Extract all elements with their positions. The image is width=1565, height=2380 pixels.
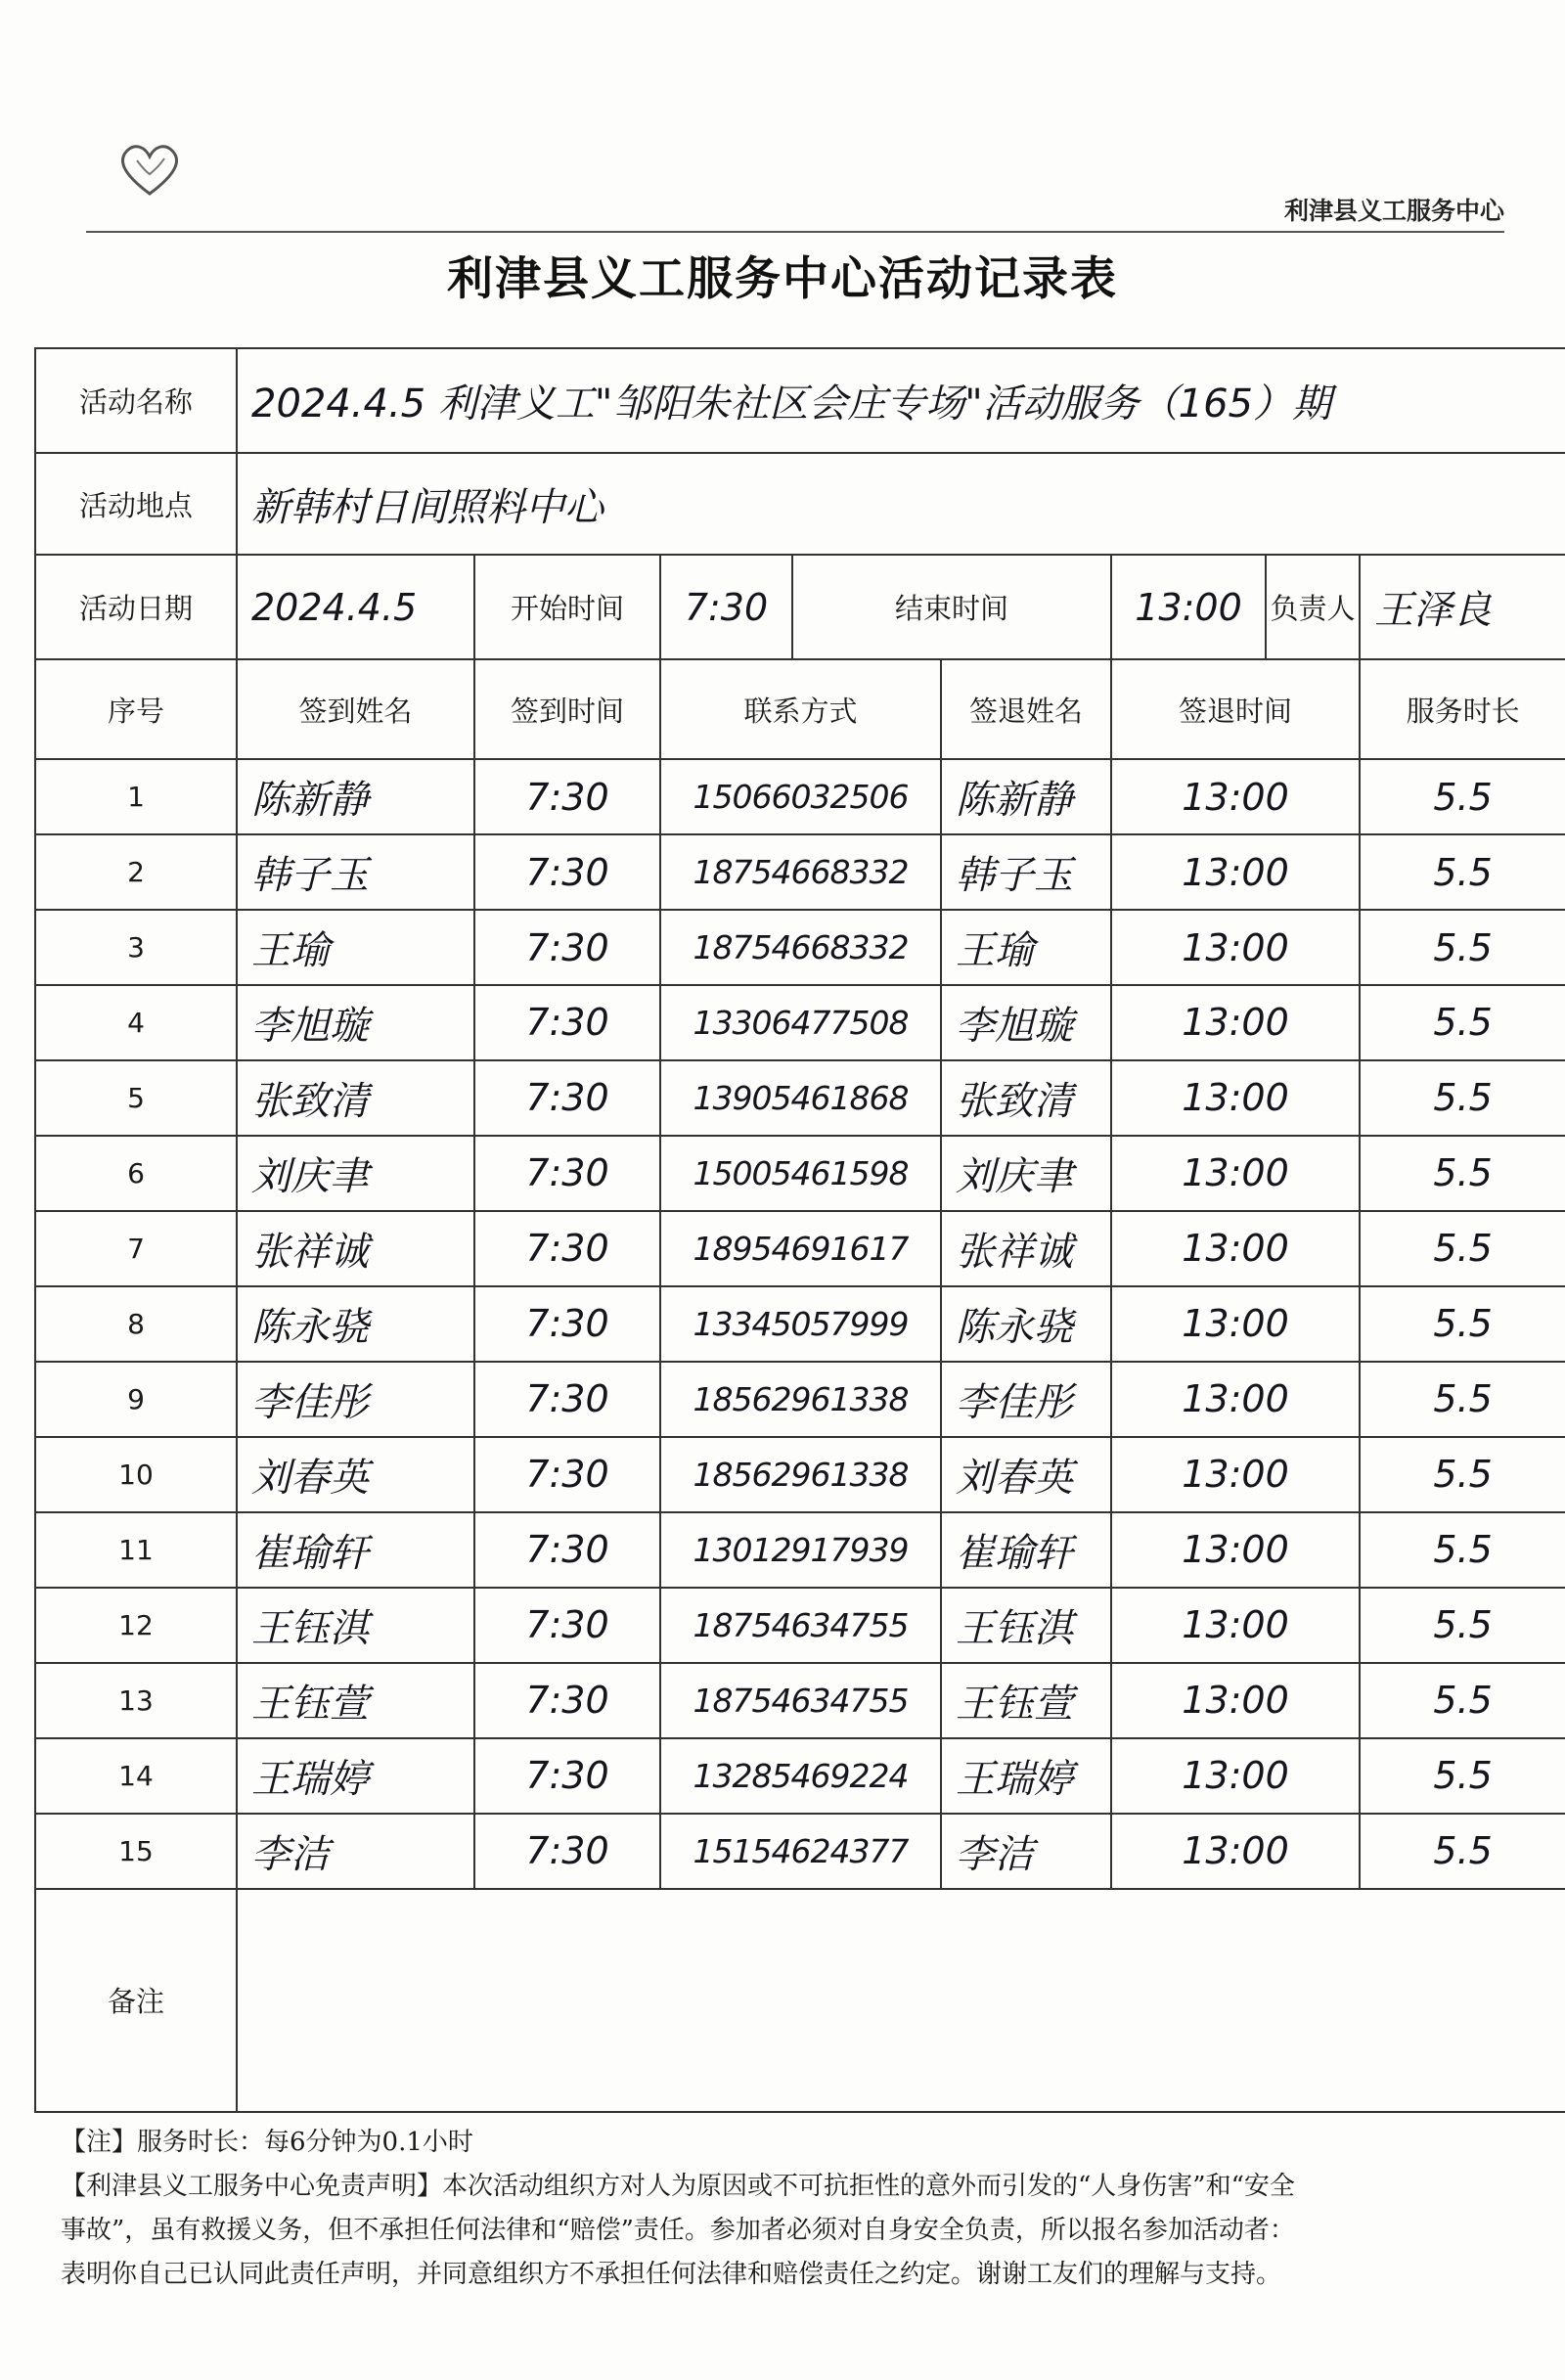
signin-time: 7:30 <box>474 759 660 834</box>
table-row <box>35 910 1565 985</box>
signout-time: 13:00 <box>1111 1814 1360 1889</box>
signin-name: 李旭璇 <box>237 985 474 1060</box>
signin-name: 王瑜 <box>237 910 474 985</box>
signin-time: 7:30 <box>474 1211 660 1286</box>
header-contact: 联系方式 <box>660 659 941 759</box>
signout-name: 陈永骁 <box>941 1286 1111 1362</box>
signin-name: 王瑞婷 <box>237 1738 474 1814</box>
service-hours: 5.5 <box>1360 1588 1565 1663</box>
contact-phone: 18754634755 <box>660 1588 941 1663</box>
notes <box>61 2121 1565 2297</box>
contact-phone: 13012917939 <box>660 1512 941 1588</box>
service-hours: 5.5 <box>1360 1211 1565 1286</box>
signin-time: 7:30 <box>474 985 660 1060</box>
service-hours: 5.5 <box>1360 1286 1565 1362</box>
signin-time: 7:30 <box>474 1512 660 1588</box>
header-service-hours: 服务时长 <box>1360 659 1565 759</box>
table-row <box>35 1437 1565 1512</box>
row-seq: 4 <box>35 985 237 1060</box>
remarks-label: 备注 <box>35 1889 237 2112</box>
signin-time: 7:30 <box>474 1136 660 1211</box>
contact-phone: 15005461598 <box>660 1136 941 1211</box>
table-row <box>35 1588 1565 1663</box>
form-title: 利津县义工服务中心活动记录表 <box>447 252 1118 306</box>
service-hours: 5.5 <box>1360 910 1565 985</box>
header-rule <box>86 231 1504 233</box>
contact-phone: 15154624377 <box>660 1814 941 1889</box>
start-time-label: 开始时间 <box>474 555 660 659</box>
signin-time: 7:30 <box>474 1663 660 1738</box>
activity-date-value: 2024.4.5 <box>237 555 474 659</box>
signout-time: 13:00 <box>1111 1663 1360 1738</box>
end-time-value: 13:00 <box>1111 555 1266 659</box>
service-hours: 5.5 <box>1360 1738 1565 1814</box>
activity-name-label: 活动名称 <box>35 348 237 453</box>
row-seq: 3 <box>35 910 237 985</box>
service-hours: 5.5 <box>1360 1060 1565 1136</box>
service-hours: 5.5 <box>1360 834 1565 910</box>
contact-phone: 18754634755 <box>660 1663 941 1738</box>
header-signin-time: 签到时间 <box>474 659 660 759</box>
signin-name: 刘庆聿 <box>237 1136 474 1211</box>
table-row <box>35 1060 1565 1136</box>
service-hours: 5.5 <box>1360 1362 1565 1437</box>
service-hours: 5.5 <box>1360 985 1565 1060</box>
note-service-hours: 【注】服务时长：每6分钟为0.1小时 <box>61 2128 473 2157</box>
contact-phone: 18954691617 <box>660 1211 941 1286</box>
table-row <box>35 1663 1565 1738</box>
header-signout-name: 签退姓名 <box>941 659 1111 759</box>
remarks-row <box>35 1889 1565 2112</box>
signin-time: 7:30 <box>474 1588 660 1663</box>
row-seq: 7 <box>35 1211 237 1286</box>
service-hours: 5.5 <box>1360 1136 1565 1211</box>
header-signin-name: 签到姓名 <box>237 659 474 759</box>
contact-phone: 18754668332 <box>660 910 941 985</box>
table-row <box>35 1362 1565 1437</box>
signout-time: 13:00 <box>1111 1588 1360 1663</box>
table-row <box>35 1211 1565 1286</box>
table-row <box>35 1512 1565 1588</box>
signin-time: 7:30 <box>474 910 660 985</box>
signin-name: 刘春英 <box>237 1437 474 1512</box>
row-seq: 10 <box>35 1437 237 1512</box>
row-seq: 6 <box>35 1136 237 1211</box>
signout-name: 李洁 <box>941 1814 1111 1889</box>
activity-date-label: 活动日期 <box>35 555 237 659</box>
row-seq: 15 <box>35 1814 237 1889</box>
activity-location-label: 活动地点 <box>35 453 237 555</box>
signout-time: 13:00 <box>1111 1060 1360 1136</box>
contact-phone: 13345057999 <box>660 1286 941 1362</box>
signin-name: 崔瑜轩 <box>237 1512 474 1588</box>
signout-time: 13:00 <box>1111 1211 1360 1286</box>
row-seq: 2 <box>35 834 237 910</box>
signin-name: 李洁 <box>237 1814 474 1889</box>
remarks-value <box>237 1889 1565 2112</box>
heart-icon <box>115 139 184 202</box>
signout-name: 王瑞婷 <box>941 1738 1111 1814</box>
activity-name-value: 2024.4.5 利津义工"邹阳朱社区会庄专场"活动服务（165）期 <box>237 348 1565 453</box>
row-seq: 11 <box>35 1512 237 1588</box>
signin-time: 7:30 <box>474 1362 660 1437</box>
service-hours: 5.5 <box>1360 1512 1565 1588</box>
header-seq: 序号 <box>35 659 237 759</box>
signout-name: 崔瑜轩 <box>941 1512 1111 1588</box>
signout-time: 13:00 <box>1111 759 1360 834</box>
note-disclaimer-3: 表明你自己已认同此责任声明，并同意组织方不承担任何法律和赔偿责任之约定。谢谢工友们的理解与支持。 <box>61 2260 1282 2289</box>
signout-name: 韩子玉 <box>941 834 1111 910</box>
end-time-label: 结束时间 <box>792 555 1111 659</box>
signout-time: 13:00 <box>1111 834 1360 910</box>
contact-phone: 15066032506 <box>660 759 941 834</box>
signin-time: 7:30 <box>474 1437 660 1512</box>
table-row <box>35 985 1565 1060</box>
row-seq: 5 <box>35 1060 237 1136</box>
signin-name: 张祥诚 <box>237 1211 474 1286</box>
leader-value: 王泽良 <box>1360 555 1565 659</box>
volunteer-rows <box>35 759 1565 1889</box>
signout-name: 张致清 <box>941 1060 1111 1136</box>
signin-time: 7:30 <box>474 834 660 910</box>
signout-name: 李旭璇 <box>941 985 1111 1060</box>
contact-phone: 13285469224 <box>660 1738 941 1814</box>
signin-time: 7:30 <box>474 1814 660 1889</box>
signout-time: 13:00 <box>1111 985 1360 1060</box>
contact-phone: 18562961338 <box>660 1362 941 1437</box>
note-disclaimer-1: 【利津县义工服务中心免责声明】本次活动组织方对人为原因或不可抗拒性的意外而引发的“人身伤害”和“安全 <box>61 2172 1295 2201</box>
row-seq: 12 <box>35 1588 237 1663</box>
signout-time: 13:00 <box>1111 910 1360 985</box>
signout-name: 刘春英 <box>941 1437 1111 1512</box>
row-seq: 14 <box>35 1738 237 1814</box>
start-time-value: 7:30 <box>660 555 792 659</box>
table-row <box>35 1814 1565 1889</box>
table-row <box>35 1286 1565 1362</box>
signin-time: 7:30 <box>474 1738 660 1814</box>
signout-time: 13:00 <box>1111 1286 1360 1362</box>
service-hours: 5.5 <box>1360 1437 1565 1512</box>
row-seq: 13 <box>35 1663 237 1738</box>
org-header: 利津县义工服务中心 <box>1283 197 1504 225</box>
signin-name: 王钰萱 <box>237 1663 474 1738</box>
signin-name: 李佳彤 <box>237 1362 474 1437</box>
signout-name: 陈新静 <box>941 759 1111 834</box>
table-row <box>35 1136 1565 1211</box>
signout-time: 13:00 <box>1111 1512 1360 1588</box>
signout-name: 张祥诚 <box>941 1211 1111 1286</box>
signin-name: 王钰淇 <box>237 1588 474 1663</box>
signin-name: 张致清 <box>237 1060 474 1136</box>
signout-name: 王钰萱 <box>941 1663 1111 1738</box>
contact-phone: 18754668332 <box>660 834 941 910</box>
activity-name-row <box>35 348 1565 453</box>
signout-time: 13:00 <box>1111 1738 1360 1814</box>
signin-name: 陈新静 <box>237 759 474 834</box>
signin-name: 韩子玉 <box>237 834 474 910</box>
activity-location-value: 新韩村日间照料中心 <box>237 453 1565 555</box>
contact-phone: 13306477508 <box>660 985 941 1060</box>
activity-location-row <box>35 453 1565 555</box>
contact-phone: 18562961338 <box>660 1437 941 1512</box>
row-seq: 8 <box>35 1286 237 1362</box>
contact-phone: 13905461868 <box>660 1060 941 1136</box>
header-signout-time: 签退时间 <box>1111 659 1360 759</box>
signout-time: 13:00 <box>1111 1362 1360 1437</box>
service-hours: 5.5 <box>1360 759 1565 834</box>
row-seq: 9 <box>35 1362 237 1437</box>
leader-label: 负责人 <box>1266 555 1360 659</box>
table-row <box>35 834 1565 910</box>
note-disclaimer-2: 事故”，虽有救援义务，但不承担任何法律和“赔偿”责任。参加者必须对自身安全负责，所以报名参加活动者： <box>61 2216 1295 2245</box>
table-row <box>35 1738 1565 1814</box>
signin-time: 7:30 <box>474 1286 660 1362</box>
row-seq: 1 <box>35 759 237 834</box>
signout-name: 刘庆聿 <box>941 1136 1111 1211</box>
signout-name: 王瑜 <box>941 910 1111 985</box>
signout-name: 王钰淇 <box>941 1588 1111 1663</box>
activity-date-row <box>35 555 1565 659</box>
signin-time: 7:30 <box>474 1060 660 1136</box>
service-hours: 5.5 <box>1360 1814 1565 1889</box>
activity-record-table <box>34 347 1565 2113</box>
table-row <box>35 759 1565 834</box>
service-hours: 5.5 <box>1360 1663 1565 1738</box>
signout-time: 13:00 <box>1111 1437 1360 1512</box>
signout-name: 李佳彤 <box>941 1362 1111 1437</box>
column-header-row <box>35 659 1565 759</box>
signin-name: 陈永骁 <box>237 1286 474 1362</box>
signout-time: 13:00 <box>1111 1136 1360 1211</box>
